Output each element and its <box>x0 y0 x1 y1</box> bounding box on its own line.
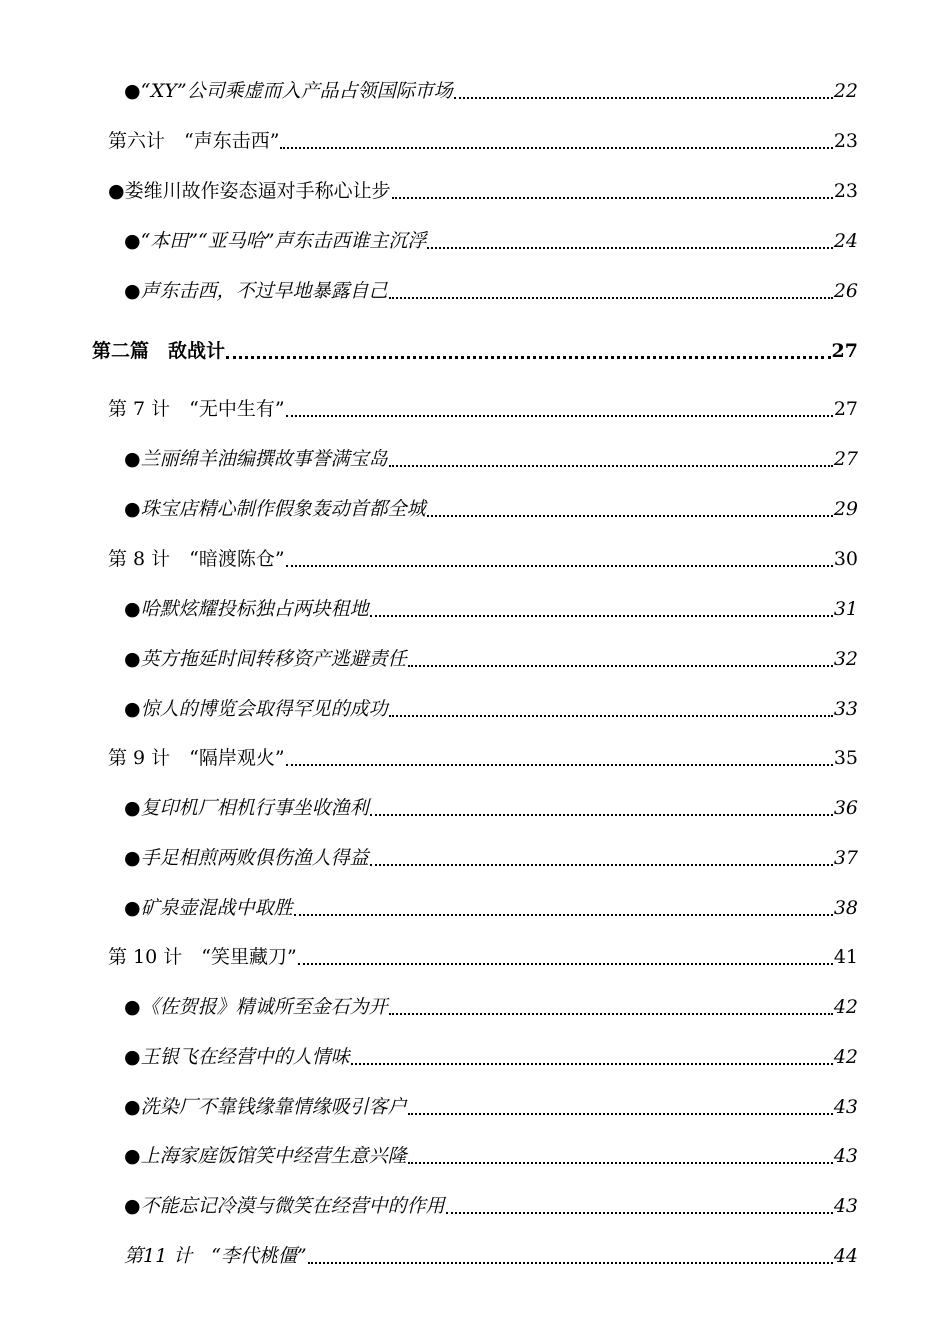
toc-dot-leader <box>392 197 833 199</box>
toc-entry-title: ●“本田”“亚马哈”声东击西谁主沉浮 <box>124 230 427 252</box>
toc-page-number: 43 <box>833 1195 858 1217</box>
toc-entry[interactable] <box>124 1089 858 1119</box>
toc-dot-leader <box>408 1162 833 1164</box>
toc-page-number: 22 <box>833 80 858 102</box>
toc-entry[interactable] <box>124 890 858 920</box>
toc-entry[interactable] <box>124 223 858 253</box>
toc-entry-title: ●“XY”公司乘虚而入产品占领国际市场 <box>124 80 453 102</box>
toc-dot-leader <box>427 247 832 249</box>
toc-entry[interactable] <box>108 939 858 969</box>
toc-page-number: 27 <box>833 398 858 420</box>
toc-entry[interactable] <box>124 1138 858 1168</box>
toc-entry-title: ●惊人的博览会取得罕见的成功 <box>124 698 388 720</box>
toc-entry[interactable] <box>124 273 858 303</box>
toc-entry-title: 第六计 “声东击西” <box>108 130 280 152</box>
toc-entry-title: ●手足相煎两败俱伤渔人得益 <box>124 847 369 869</box>
toc-dot-leader <box>389 297 833 299</box>
toc-entry-title: ●英方拖延时间转移资产逃避责任 <box>124 648 407 670</box>
toc-entry[interactable] <box>108 173 858 203</box>
toc-entry[interactable] <box>124 1238 858 1268</box>
toc-entry[interactable] <box>124 73 858 103</box>
toc-page-number: 24 <box>833 230 858 252</box>
toc-page-number: 44 <box>833 1245 858 1267</box>
toc-entry[interactable] <box>124 989 858 1019</box>
toc-page-number: 36 <box>833 797 858 819</box>
toc-dot-leader <box>286 565 833 567</box>
toc-page-number: 35 <box>833 747 858 769</box>
toc-entry[interactable] <box>124 840 858 870</box>
toc-dot-leader <box>280 147 832 149</box>
toc-dot-leader <box>370 814 833 816</box>
toc-entry-title: ●娄维川故作姿态逼对手称心让步 <box>108 180 391 202</box>
toc-entry[interactable] <box>124 441 858 471</box>
toc-dot-leader <box>308 1262 833 1264</box>
toc-dot-leader <box>298 963 833 965</box>
toc-entry-title: ●王银飞在经营中的人情味 <box>124 1046 350 1068</box>
toc-page-number: 42 <box>833 1046 858 1068</box>
toc-page-number: 29 <box>833 498 858 520</box>
toc-entry-title: ●复印机厂相机行事坐收渔利 <box>124 797 369 819</box>
toc-entry-title: ●矿泉壶混战中取胜 <box>124 897 293 919</box>
toc-page-number: 27 <box>831 340 858 362</box>
toc-entry-title: 第二篇 敌战计 <box>92 340 226 362</box>
toc-dot-leader <box>454 97 833 99</box>
toc-entry-title: 第11 计 “李代桃僵” <box>124 1245 307 1267</box>
toc-entry-title: 第 8 计 “暗渡陈仓” <box>108 548 285 570</box>
toc-page-number: 41 <box>833 946 858 968</box>
toc-page-number: 38 <box>833 897 858 919</box>
toc-page-number: 33 <box>833 698 858 720</box>
toc-page-number: 23 <box>833 130 858 152</box>
toc-entry-title: 第 10 计 “笑里藏刀” <box>108 946 297 968</box>
toc-dot-leader <box>286 415 833 417</box>
toc-entry[interactable] <box>108 391 858 421</box>
toc-entry[interactable] <box>124 691 858 721</box>
toc-dot-leader <box>389 1013 833 1015</box>
toc-entry-title: ●哈默炫耀投标独占两块租地 <box>124 598 369 620</box>
toc-entry[interactable] <box>108 123 858 153</box>
toc-dot-leader <box>389 465 833 467</box>
toc-entry[interactable] <box>124 790 858 820</box>
toc-page-number: 32 <box>833 648 858 670</box>
toc-page-number: 26 <box>833 280 858 302</box>
toc-page-number: 27 <box>833 448 858 470</box>
toc-page-number: 31 <box>833 598 858 620</box>
toc-page-number: 23 <box>833 180 858 202</box>
toc-entry[interactable] <box>124 1188 858 1218</box>
toc-entry-title: ●不能忘记冷漠与微笑在经营中的作用 <box>124 1195 445 1217</box>
toc-entry[interactable] <box>108 541 858 571</box>
toc-dot-leader <box>294 914 833 916</box>
toc-page-number: 37 <box>833 847 858 869</box>
toc-dot-leader <box>446 1212 833 1214</box>
toc-entry-title: 第 9 计 “隔岸观火” <box>108 747 285 769</box>
toc-part-heading[interactable] <box>92 333 858 363</box>
toc-entry-title: ●洗染厂不靠钱缘靠情缘吸引客户 <box>124 1096 407 1118</box>
toc-entry[interactable] <box>124 1039 858 1069</box>
toc-page-number: 43 <box>833 1145 858 1167</box>
toc-dot-leader <box>226 356 831 359</box>
toc-dot-leader <box>370 864 833 866</box>
toc-entry-title: ●上海家庭饭馆笑中经营生意兴隆 <box>124 1145 407 1167</box>
toc-page-number: 30 <box>833 548 858 570</box>
toc-entry-title: 第 7 计 “无中生有” <box>108 398 285 420</box>
toc-entry[interactable] <box>108 740 858 770</box>
toc-dot-leader <box>370 615 833 617</box>
toc-dot-leader <box>351 1063 833 1065</box>
toc-entry-title: ●珠宝店精心制作假象轰动首都全城 <box>124 498 426 520</box>
toc-entry-title: ●兰丽绵羊油编撰故事誉满宝岛 <box>124 448 388 470</box>
toc-entry[interactable] <box>124 491 858 521</box>
toc-dot-leader <box>286 764 833 766</box>
toc-entry-title: ●声东击西，不过早地暴露自己 <box>124 280 388 302</box>
toc-dot-leader <box>408 665 833 667</box>
toc-entry[interactable] <box>124 641 858 671</box>
toc-page-number: 43 <box>833 1096 858 1118</box>
toc-entry[interactable] <box>124 591 858 621</box>
toc-dot-leader <box>427 515 833 517</box>
toc-entry-title: ●《佐贺报》精诚所至金石为开 <box>124 996 388 1018</box>
toc-page-number: 42 <box>833 996 858 1018</box>
toc-dot-leader <box>408 1113 833 1115</box>
toc-dot-leader <box>389 715 833 717</box>
